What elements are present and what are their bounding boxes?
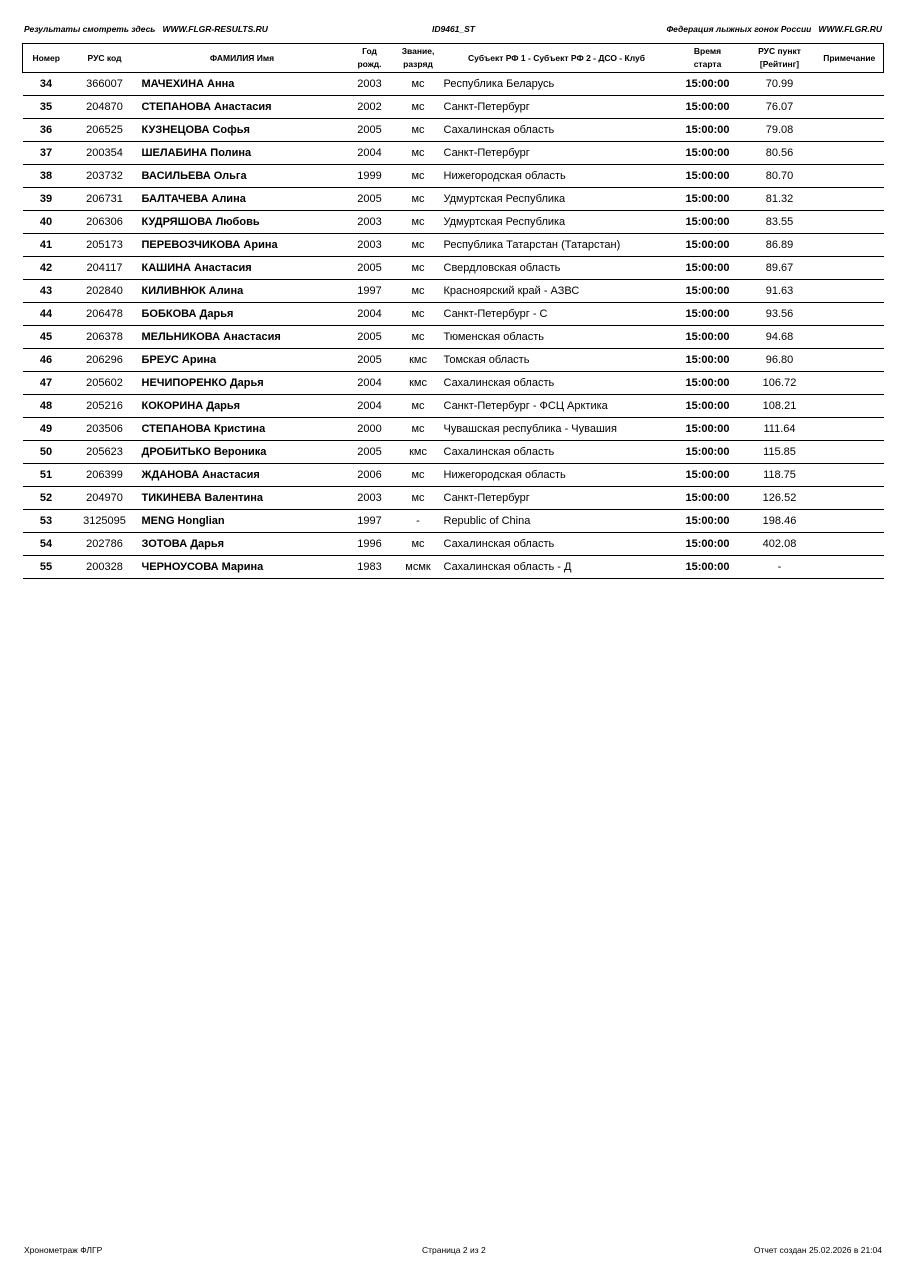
- cell-athlete-name: СТЕПАНОВА Кристина: [140, 418, 345, 441]
- cell-athlete-name: ДРОБИТЬКО Вероника: [140, 441, 345, 464]
- cell-rus-points: 115.85: [744, 441, 816, 464]
- cell-start-time: 15:00:00: [672, 165, 744, 188]
- cell-note: [816, 73, 884, 96]
- cell-start-time: 15:00:00: [672, 418, 744, 441]
- cell-sport-rank: мс: [395, 73, 442, 96]
- cell-athlete-name: БАЛТАЧЕВА Алина: [140, 188, 345, 211]
- table-row: [23, 464, 884, 487]
- federation-text: Федерация лыжных гонок России: [666, 24, 812, 34]
- cell-bib-number: 45: [23, 326, 70, 349]
- col-header-year-line2: рожд.: [357, 59, 382, 69]
- cell-region-club: Нижегородская область: [442, 464, 672, 487]
- cell-birth-year: 1997: [345, 280, 395, 303]
- cell-birth-year: 2005: [345, 349, 395, 372]
- cell-note: [816, 119, 884, 142]
- footer-timing: Хронометраж ФЛГР: [24, 1245, 103, 1255]
- cell-athlete-name: ПЕРЕВОЗЧИКОВА Арина: [140, 234, 345, 257]
- cell-bib-number: 39: [23, 188, 70, 211]
- cell-note: [816, 188, 884, 211]
- col-header-time-line2: старта: [693, 59, 722, 69]
- table-row: [23, 73, 884, 96]
- table-row: [23, 372, 884, 395]
- table-row: [23, 188, 884, 211]
- cell-rus-code: 206306: [70, 211, 140, 234]
- cell-rus-code: 204117: [70, 257, 140, 280]
- cell-birth-year: 2000: [345, 418, 395, 441]
- cell-athlete-name: МЕЛЬНИКОВА Анастасия: [140, 326, 345, 349]
- cell-sport-rank: мс: [395, 257, 442, 280]
- cell-region-club: Республика Беларусь: [442, 73, 672, 96]
- col-header-code: РУС код: [70, 44, 140, 73]
- cell-bib-number: 49: [23, 418, 70, 441]
- col-header-time: [672, 44, 744, 73]
- cell-start-time: 15:00:00: [672, 326, 744, 349]
- cell-note: [816, 487, 884, 510]
- cell-start-time: 15:00:00: [672, 280, 744, 303]
- cell-bib-number: 40: [23, 211, 70, 234]
- cell-rus-points: 118.75: [744, 464, 816, 487]
- cell-start-time: 15:00:00: [672, 211, 744, 234]
- cell-athlete-name: ЗОТОВА Дарья: [140, 533, 345, 556]
- cell-athlete-name: КУЗНЕЦОВА Софья: [140, 119, 345, 142]
- results-link-label: [24, 24, 268, 34]
- cell-note: [816, 441, 884, 464]
- table-row: [23, 165, 884, 188]
- cell-sport-rank: мс: [395, 234, 442, 257]
- cell-sport-rank: мс: [395, 303, 442, 326]
- cell-birth-year: 1983: [345, 556, 395, 579]
- cell-rus-code: 206296: [70, 349, 140, 372]
- table-row: [23, 257, 884, 280]
- cell-sport-rank: мс: [395, 464, 442, 487]
- cell-note: [816, 395, 884, 418]
- cell-athlete-name: MENG Honglian: [140, 510, 345, 533]
- col-header-name: ФАМИЛИЯ Имя: [140, 44, 345, 73]
- cell-region-club: Санкт-Петербург: [442, 487, 672, 510]
- cell-athlete-name: ЧЕРНОУСОВА Марина: [140, 556, 345, 579]
- cell-rus-code: 202786: [70, 533, 140, 556]
- table-row: [23, 142, 884, 165]
- cell-start-time: 15:00:00: [672, 441, 744, 464]
- cell-note: [816, 211, 884, 234]
- cell-rus-points: 80.56: [744, 142, 816, 165]
- cell-bib-number: 34: [23, 73, 70, 96]
- cell-bib-number: 35: [23, 96, 70, 119]
- table-row: [23, 556, 884, 579]
- cell-birth-year: 2005: [345, 188, 395, 211]
- cell-bib-number: 43: [23, 280, 70, 303]
- cell-rus-points: 83.55: [744, 211, 816, 234]
- cell-rus-points: 70.99: [744, 73, 816, 96]
- table-row: [23, 395, 884, 418]
- cell-bib-number: 55: [23, 556, 70, 579]
- cell-athlete-name: КАШИНА Анастасия: [140, 257, 345, 280]
- cell-region-club: Republic of China: [442, 510, 672, 533]
- col-header-rank-line2: разряд: [403, 59, 433, 69]
- cell-note: [816, 464, 884, 487]
- cell-rus-code: 206378: [70, 326, 140, 349]
- cell-athlete-name: НЕЧИПОРЕНКО Дарья: [140, 372, 345, 395]
- cell-rus-code: 204970: [70, 487, 140, 510]
- cell-note: [816, 556, 884, 579]
- cell-bib-number: 54: [23, 533, 70, 556]
- cell-athlete-name: ЖДАНОВА Анастасия: [140, 464, 345, 487]
- col-header-rank: [395, 44, 442, 73]
- cell-athlete-name: КУДРЯШОВА Любовь: [140, 211, 345, 234]
- cell-region-club: Сахалинская область - Д: [442, 556, 672, 579]
- cell-rus-code: 203732: [70, 165, 140, 188]
- cell-athlete-name: КОКОРИНА Дарья: [140, 395, 345, 418]
- col-header-rank-line1: Звание,: [401, 46, 435, 56]
- cell-birth-year: 2003: [345, 487, 395, 510]
- col-header-points-line1: РУС пункт: [758, 46, 801, 56]
- cell-birth-year: 2004: [345, 395, 395, 418]
- table-row: [23, 326, 884, 349]
- cell-note: [816, 257, 884, 280]
- table-row: [23, 349, 884, 372]
- cell-region-club: Санкт-Петербург - С: [442, 303, 672, 326]
- cell-rus-points: 93.56: [744, 303, 816, 326]
- cell-region-club: Сахалинская область: [442, 372, 672, 395]
- cell-rus-code: 205216: [70, 395, 140, 418]
- table-header-row: [23, 44, 884, 73]
- col-header-time-line1: Время: [693, 46, 722, 56]
- cell-note: [816, 303, 884, 326]
- cell-sport-rank: мс: [395, 418, 442, 441]
- cell-note: [816, 510, 884, 533]
- cell-bib-number: 46: [23, 349, 70, 372]
- table-row: [23, 96, 884, 119]
- cell-rus-code: 204870: [70, 96, 140, 119]
- cell-rus-points: 94.68: [744, 326, 816, 349]
- cell-birth-year: 2004: [345, 372, 395, 395]
- cell-sport-rank: мс: [395, 188, 442, 211]
- cell-rus-points: 106.72: [744, 372, 816, 395]
- cell-birth-year: 2006: [345, 464, 395, 487]
- cell-bib-number: 52: [23, 487, 70, 510]
- table-row: [23, 211, 884, 234]
- cell-rus-code: 205173: [70, 234, 140, 257]
- cell-athlete-name: СТЕПАНОВА Анастасия: [140, 96, 345, 119]
- cell-note: [816, 234, 884, 257]
- cell-bib-number: 50: [23, 441, 70, 464]
- table-row: [23, 119, 884, 142]
- cell-note: [816, 165, 884, 188]
- cell-birth-year: 1997: [345, 510, 395, 533]
- cell-rus-points: 76.07: [744, 96, 816, 119]
- cell-rus-points: 89.67: [744, 257, 816, 280]
- cell-bib-number: 41: [23, 234, 70, 257]
- cell-region-club: Тюменская область: [442, 326, 672, 349]
- table-row: [23, 510, 884, 533]
- cell-start-time: 15:00:00: [672, 464, 744, 487]
- cell-athlete-name: ТИКИНЕВА Валентина: [140, 487, 345, 510]
- federation-label: [667, 24, 882, 34]
- cell-birth-year: 2004: [345, 142, 395, 165]
- table-row: [23, 303, 884, 326]
- col-header-region: Субъект РФ 1 - Субъект РФ 2 - ДСО - Клуб: [442, 44, 672, 73]
- cell-note: [816, 418, 884, 441]
- page-footer: [24, 1245, 882, 1257]
- cell-region-club: Санкт-Петербург: [442, 96, 672, 119]
- cell-region-club: Красноярский край - АЗВС: [442, 280, 672, 303]
- cell-rus-points: 81.32: [744, 188, 816, 211]
- cell-sport-rank: мс: [395, 211, 442, 234]
- cell-rus-code: 366007: [70, 73, 140, 96]
- cell-sport-rank: мс: [395, 326, 442, 349]
- cell-rus-points: 79.08: [744, 119, 816, 142]
- cell-sport-rank: -: [395, 510, 442, 533]
- cell-bib-number: 36: [23, 119, 70, 142]
- cell-region-club: Томская область: [442, 349, 672, 372]
- cell-region-club: Удмуртская Республика: [442, 211, 672, 234]
- cell-sport-rank: мс: [395, 280, 442, 303]
- cell-note: [816, 142, 884, 165]
- cell-rus-code: 200328: [70, 556, 140, 579]
- cell-start-time: 15:00:00: [672, 119, 744, 142]
- footer-created: Отчет создан 25.02.2026 в 21:04: [753, 1245, 882, 1255]
- cell-rus-code: 200354: [70, 142, 140, 165]
- cell-birth-year: 2005: [345, 326, 395, 349]
- cell-athlete-name: БРЕУС Арина: [140, 349, 345, 372]
- cell-rus-points: 108.21: [744, 395, 816, 418]
- federation-url[interactable]: WWW.FLGR.RU: [818, 24, 882, 34]
- cell-start-time: 15:00:00: [672, 533, 744, 556]
- cell-sport-rank: кмс: [395, 372, 442, 395]
- cell-region-club: Нижегородская область: [442, 165, 672, 188]
- cell-rus-code: 206478: [70, 303, 140, 326]
- cell-region-club: Сахалинская область: [442, 441, 672, 464]
- cell-birth-year: 2003: [345, 211, 395, 234]
- cell-start-time: 15:00:00: [672, 142, 744, 165]
- cell-birth-year: 2005: [345, 119, 395, 142]
- cell-region-club: Чувашская республика - Чувашия: [442, 418, 672, 441]
- results-link-text: Результаты смотреть здесь: [24, 24, 156, 34]
- table-row: [23, 487, 884, 510]
- cell-bib-number: 51: [23, 464, 70, 487]
- cell-bib-number: 44: [23, 303, 70, 326]
- cell-note: [816, 96, 884, 119]
- cell-start-time: 15:00:00: [672, 510, 744, 533]
- cell-birth-year: 2005: [345, 441, 395, 464]
- cell-rus-code: 3125095: [70, 510, 140, 533]
- col-header-year-line1: Год: [362, 46, 377, 56]
- cell-birth-year: 2004: [345, 303, 395, 326]
- cell-start-time: 15:00:00: [672, 556, 744, 579]
- cell-region-club: Удмуртская Республика: [442, 188, 672, 211]
- start-list-table: [22, 43, 884, 579]
- cell-rus-points: 111.64: [744, 418, 816, 441]
- cell-athlete-name: КИЛИВНЮК Алина: [140, 280, 345, 303]
- cell-sport-rank: мс: [395, 142, 442, 165]
- cell-rus-points: 198.46: [744, 510, 816, 533]
- cell-note: [816, 533, 884, 556]
- cell-start-time: 15:00:00: [672, 372, 744, 395]
- cell-note: [816, 280, 884, 303]
- footer-page-number: Страница 2 из 2: [422, 1245, 486, 1255]
- cell-athlete-name: МАЧЕХИНА Анна: [140, 73, 345, 96]
- cell-sport-rank: кмс: [395, 349, 442, 372]
- cell-note: [816, 326, 884, 349]
- cell-note: [816, 349, 884, 372]
- cell-rus-points: 126.52: [744, 487, 816, 510]
- cell-rus-points: 91.63: [744, 280, 816, 303]
- cell-start-time: 15:00:00: [672, 487, 744, 510]
- cell-rus-code: 203506: [70, 418, 140, 441]
- col-header-num: Номер: [23, 44, 70, 73]
- cell-rus-code: 206525: [70, 119, 140, 142]
- cell-region-club: Санкт-Петербург: [442, 142, 672, 165]
- cell-sport-rank: мс: [395, 96, 442, 119]
- cell-bib-number: 53: [23, 510, 70, 533]
- table-row: [23, 234, 884, 257]
- page-header: [24, 24, 882, 38]
- results-url[interactable]: WWW.FLGR-RESULTS.RU: [162, 24, 268, 34]
- cell-bib-number: 47: [23, 372, 70, 395]
- cell-birth-year: 2003: [345, 73, 395, 96]
- cell-sport-rank: мсмк: [395, 556, 442, 579]
- cell-region-club: Сахалинская область: [442, 119, 672, 142]
- cell-rus-points: 86.89: [744, 234, 816, 257]
- table-row: [23, 280, 884, 303]
- cell-start-time: 15:00:00: [672, 96, 744, 119]
- cell-rus-code: 202840: [70, 280, 140, 303]
- cell-athlete-name: БОБКОВА Дарья: [140, 303, 345, 326]
- cell-start-time: 15:00:00: [672, 349, 744, 372]
- table-row: [23, 441, 884, 464]
- col-header-year: [345, 44, 395, 73]
- cell-athlete-name: ВАСИЛЬЕВА Ольга: [140, 165, 345, 188]
- cell-rus-code: 206399: [70, 464, 140, 487]
- cell-rus-code: 205602: [70, 372, 140, 395]
- col-header-points-line2: [Рейтинг]: [759, 59, 800, 69]
- cell-start-time: 15:00:00: [672, 395, 744, 418]
- cell-region-club: Сахалинская область: [442, 533, 672, 556]
- cell-birth-year: 2002: [345, 96, 395, 119]
- cell-sport-rank: мс: [395, 487, 442, 510]
- cell-rus-code: 206731: [70, 188, 140, 211]
- event-id: ID9461_ST: [432, 24, 475, 34]
- cell-rus-points: 402.08: [744, 533, 816, 556]
- cell-sport-rank: мс: [395, 165, 442, 188]
- cell-athlete-name: ШЕЛАБИНА Полина: [140, 142, 345, 165]
- cell-region-club: Республика Татарстан (Татарстан): [442, 234, 672, 257]
- cell-start-time: 15:00:00: [672, 303, 744, 326]
- table-body: [23, 73, 884, 579]
- col-header-note: Примечание: [816, 44, 884, 73]
- cell-start-time: 15:00:00: [672, 234, 744, 257]
- cell-sport-rank: кмс: [395, 441, 442, 464]
- cell-bib-number: 48: [23, 395, 70, 418]
- cell-rus-code: 205623: [70, 441, 140, 464]
- cell-bib-number: 38: [23, 165, 70, 188]
- cell-rus-points: 80.70: [744, 165, 816, 188]
- cell-birth-year: 2005: [345, 257, 395, 280]
- cell-birth-year: 1996: [345, 533, 395, 556]
- table-row: [23, 418, 884, 441]
- cell-start-time: 15:00:00: [672, 188, 744, 211]
- cell-rus-points: 96.80: [744, 349, 816, 372]
- cell-start-time: 15:00:00: [672, 73, 744, 96]
- cell-start-time: 15:00:00: [672, 257, 744, 280]
- cell-sport-rank: мс: [395, 119, 442, 142]
- table-row: [23, 533, 884, 556]
- cell-bib-number: 42: [23, 257, 70, 280]
- cell-note: [816, 372, 884, 395]
- cell-birth-year: 2003: [345, 234, 395, 257]
- cell-rus-points: -: [744, 556, 816, 579]
- cell-region-club: Санкт-Петербург - ФСЦ Арктика: [442, 395, 672, 418]
- cell-bib-number: 37: [23, 142, 70, 165]
- cell-sport-rank: мс: [395, 395, 442, 418]
- col-header-points: [744, 44, 816, 73]
- cell-sport-rank: мс: [395, 533, 442, 556]
- cell-region-club: Свердловская область: [442, 257, 672, 280]
- cell-birth-year: 1999: [345, 165, 395, 188]
